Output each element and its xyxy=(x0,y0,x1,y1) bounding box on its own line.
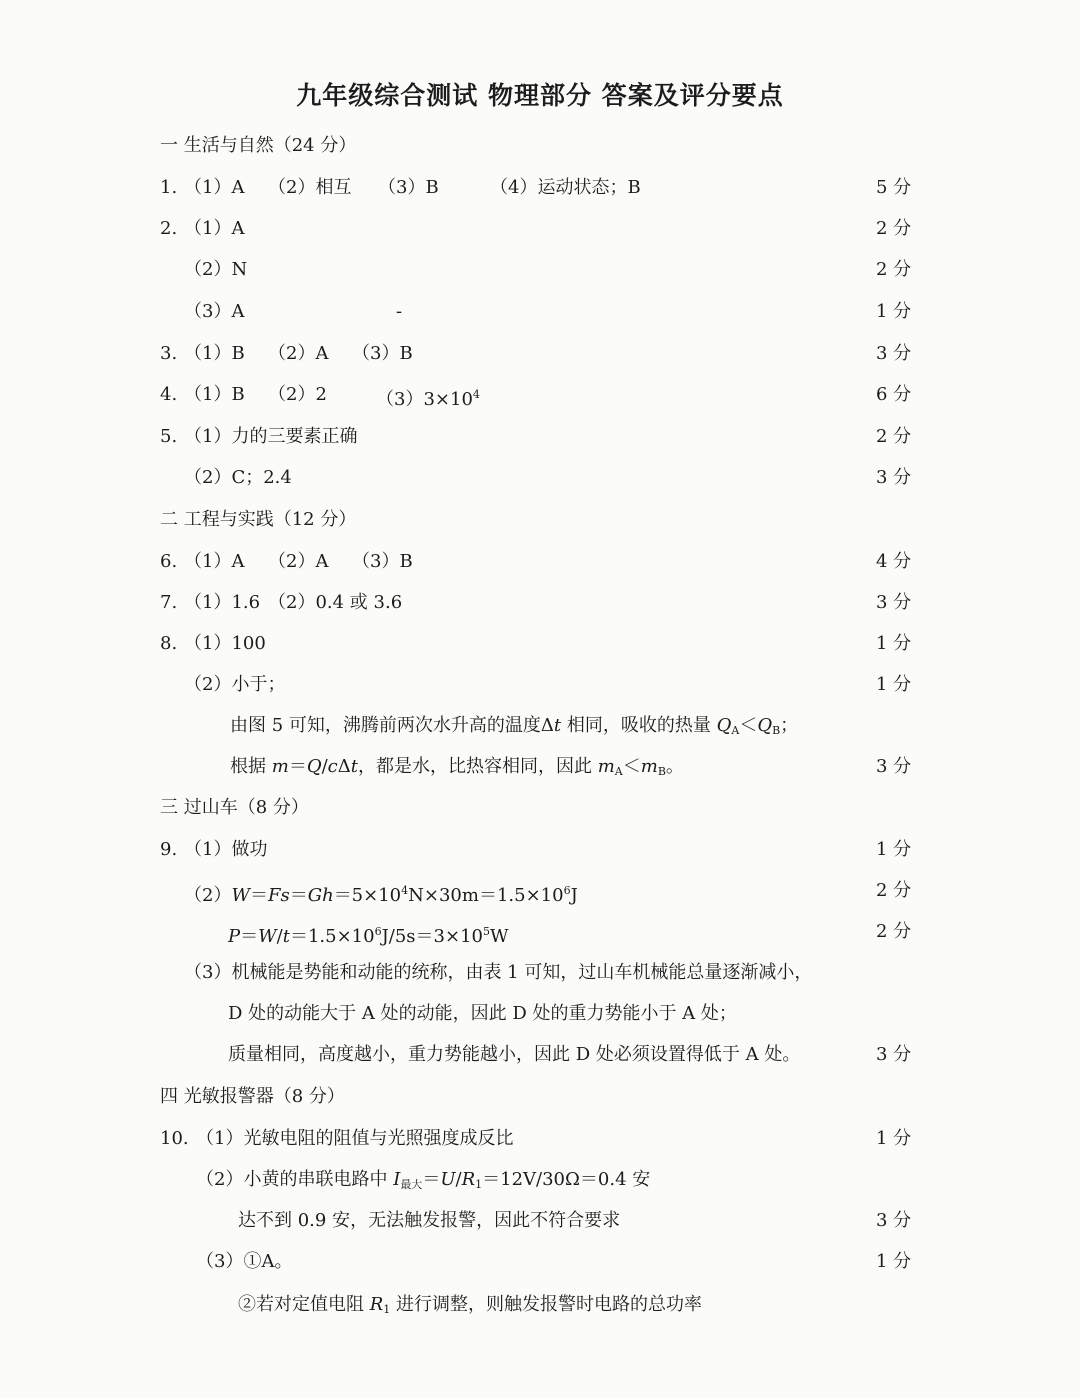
q10-score3: 1 分 xyxy=(876,1251,912,1272)
q10-part2-line1: （2）小黄的串联电路中 $I_{最大}=U/R_1=12V/30\Omega=0.4$ 安 xyxy=(196,1169,651,1191)
q2-part2: （2）N xyxy=(184,259,248,280)
q8-score1: 1 分 xyxy=(876,633,912,654)
q3-number: 3. xyxy=(160,343,178,364)
section-heading-1: 一 生活与自然（24 分） xyxy=(160,135,357,156)
q6-part1: （1）A xyxy=(184,551,245,572)
q10-part4: ②若对定值电阻 $R_1$ 进行调整，则触发报警时电路的总功率 xyxy=(238,1294,703,1316)
q7-part2: （2）0.4 或 3.6 xyxy=(268,592,403,613)
q6-number: 6. xyxy=(160,551,178,572)
q9-score3: 2 分 xyxy=(876,921,912,942)
q9-score1: 1 分 xyxy=(876,839,912,860)
q7-part1: （1）1.6 xyxy=(184,592,261,613)
q4-part3: $(3)3\times 10^4$ xyxy=(376,388,480,410)
q9-part2-power-formula: $P=W/t=1.5\times 10^6J/5s=3\times 10^5W$ xyxy=(228,925,509,947)
q7-number: 7. xyxy=(160,592,178,613)
q9-part3-line2: D 处的动能大于 A 处的动能，因此 D 处的重力势能小于 A 处； xyxy=(228,1003,737,1024)
q9-part1: （1）做功 xyxy=(184,839,268,860)
q10-number: 10. xyxy=(160,1128,189,1149)
q3-part3: （3）B xyxy=(352,343,413,364)
q8-score3: 3 分 xyxy=(876,756,912,777)
q8-part1: （1）100 xyxy=(184,633,266,654)
q4-part2: （2）2 xyxy=(268,384,327,405)
q10-part3: （3）①A。 xyxy=(196,1251,293,1272)
q3-part1: （1）B xyxy=(184,343,245,364)
q9-number: 9. xyxy=(160,839,178,860)
q1-part4: （4）运动状态；B xyxy=(490,177,641,198)
q3-score: 3 分 xyxy=(876,343,912,364)
section-heading-2: 二 工程与实践（12 分） xyxy=(160,509,357,530)
q1-score: 5 分 xyxy=(876,177,912,198)
q4-number: 4. xyxy=(160,384,178,405)
q6-part2: （2）A xyxy=(268,551,329,572)
q5-number: 5. xyxy=(160,426,178,447)
q2-score1: 2 分 xyxy=(876,218,912,239)
q9-part3-line1: （3）机械能是势能和动能的统称，由表 1 可知，过山车机械能总量逐渐减小， xyxy=(184,962,813,983)
q4-part1: （1）B xyxy=(184,384,245,405)
q9-part3-line3: 质量相同，高度越小，重力势能越小，因此 D 处必须设置得低于 A 处。 xyxy=(228,1044,801,1065)
q10-part2-line2: 达不到 0.9 安，无法触发报警，因此不符合要求 xyxy=(238,1210,621,1231)
q5-part1: （1）力的三要素正确 xyxy=(184,426,358,447)
q9-part2-work-formula: $(2)W=Fs=Gh=5\times 10^4N\times 30m=1.5\times 10^6J$ xyxy=(184,884,578,906)
q10-score2: 3 分 xyxy=(876,1210,912,1231)
q1-part1: （1）A xyxy=(184,177,245,198)
q8-explanation-line1: 由图 5 可知，沸腾前两次水升高的温度Δt 相同，吸收的热量 $Q_A<Q_B$； xyxy=(230,715,799,737)
q8-part2: （2）小于； xyxy=(184,674,286,695)
q2-part3: （3）A xyxy=(184,301,245,322)
q2-score2: 2 分 xyxy=(876,259,912,280)
q8-score2: 1 分 xyxy=(876,674,912,695)
q9-score4: 3 分 xyxy=(876,1044,912,1065)
q7-score: 3 分 xyxy=(876,592,912,613)
q6-part3: （3）B xyxy=(352,551,413,572)
q8-number: 8. xyxy=(160,633,178,654)
q2-dash: - xyxy=(396,301,403,322)
q1-part2: （2）相互 xyxy=(268,177,352,198)
q1-part3: （3）B xyxy=(378,177,439,198)
q3-part2: （2）A xyxy=(268,343,329,364)
q6-score: 4 分 xyxy=(876,551,912,572)
q10-score1: 1 分 xyxy=(876,1128,912,1149)
page-title: 九年级综合测试 物理部分 答案及评分要点 xyxy=(296,81,784,110)
q2-number: 2. xyxy=(160,218,178,239)
q5-score2: 3 分 xyxy=(876,467,912,488)
q10-part1: （1）光敏电阻的阻值与光照强度成反比 xyxy=(196,1128,514,1149)
section-heading-4: 四 光敏报警器（8 分） xyxy=(160,1086,345,1107)
q5-score1: 2 分 xyxy=(876,426,912,447)
q1-number: 1. xyxy=(160,177,178,198)
q2-part1: （1）A xyxy=(184,218,245,239)
q8-explanation-line2: 根据 m＝Q/cΔt，都是水，比热容相同，因此 $m_A<m_B$。 xyxy=(230,756,684,778)
q5-part2: （2）C；2.4 xyxy=(184,467,292,488)
q9-score2: 2 分 xyxy=(876,880,912,901)
q2-score3: 1 分 xyxy=(876,301,912,322)
section-heading-3: 三 过山车（8 分） xyxy=(160,797,309,818)
q4-score: 6 分 xyxy=(876,384,912,405)
